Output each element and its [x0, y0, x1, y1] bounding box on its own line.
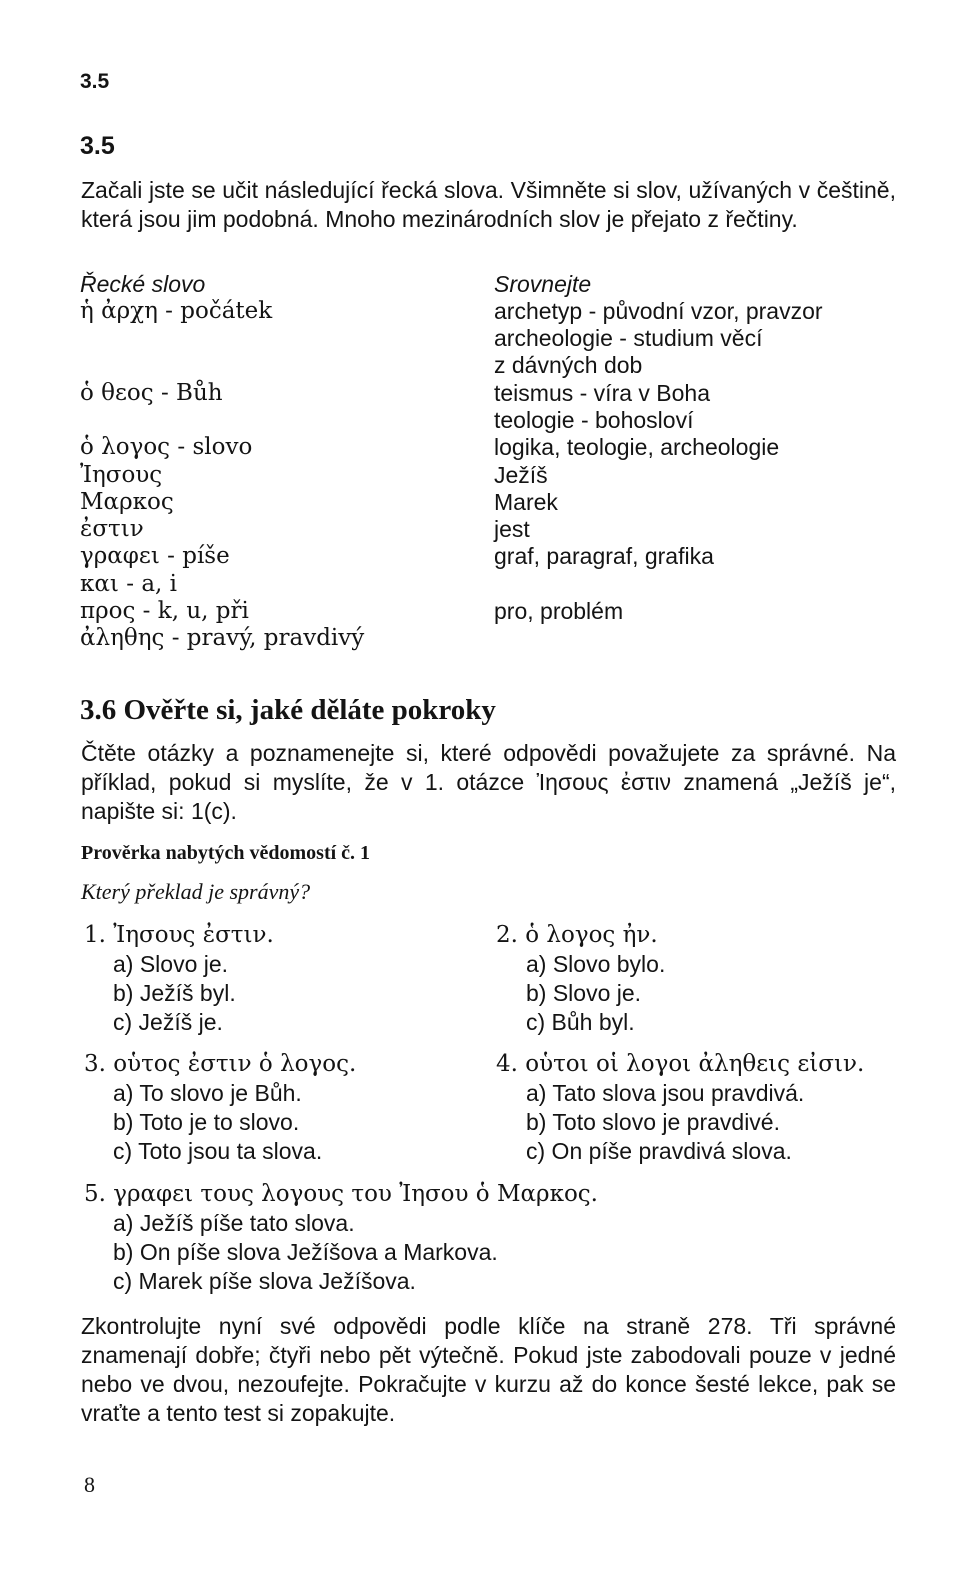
running-header: 3.5 — [80, 70, 110, 93]
vocab-left-item: ἀληθης - pravý, pravdivý — [80, 625, 365, 651]
intro-paragraph: Začali jste se učit následující řecká slova. Všimněte si slov, užívaných v češtině, která jsou jim podobná. Mnoho mezinárodních slov je přejato z řečtiny. — [81, 177, 896, 232]
answer-option-b: b) Ježíš byl. — [113, 980, 236, 1006]
vocab-right-item: teologie - bohosloví — [494, 407, 694, 433]
answer-option-b: b) Toto je to slovo. — [113, 1109, 300, 1135]
section-3-5-intro — [81, 176, 896, 234]
question-text: 5. γραφει τους λογους του Ἰησου ὁ Μαρκος. — [84, 1181, 598, 1207]
section-heading-3-5: 3.5 — [80, 132, 115, 160]
section-3-6-instructions — [81, 739, 896, 826]
answer-option-c: c) Bůh byl. — [526, 1009, 635, 1035]
answer-option-a: a) Ježíš píše tato slova. — [113, 1210, 355, 1236]
answer-option-b: b) Slovo je. — [526, 980, 642, 1006]
vocab-right-item: Marek — [494, 489, 558, 515]
question-text: 1. Ἰησους ἐστιν. — [84, 922, 274, 948]
vocab-right-item: archeologie - studium věcí — [494, 325, 763, 351]
closing-paragraph: Zkontrolujte nyní své odpovědi podle klíče na straně 278. Tři správné znamenají dobře; čtyři nebo pět výtečně. Pokud jste zabodovali pouze v jedné nebo ve dvou, nezoufejte. Pokračujte v kurzu až do konce šesté lekce, pak se vraťte a tento test si zopakujte. — [81, 1313, 896, 1426]
vocab-right-item: pro, problém — [494, 598, 624, 624]
question-text: 3. οὑτος ἐστιν ὁ λογος. — [84, 1051, 357, 1077]
page-number: 8 — [84, 1472, 95, 1497]
quiz-prompt: Který překlad je správný? — [81, 879, 311, 904]
vocab-right-item: jest — [494, 516, 530, 542]
question-text: 4. οὑτοι οἱ λογοι ἀληθεις εἰσιν. — [496, 1051, 865, 1077]
column-header-compare: Srovnejte — [494, 271, 592, 297]
answer-option-c: c) Toto jsou ta slova. — [113, 1138, 323, 1164]
vocab-left-item: ὁ θεος - Bůh — [80, 380, 223, 406]
question-text: 2. ὁ λογος ἠν. — [496, 922, 658, 948]
vocab-left-item: γραφει - píše — [80, 543, 230, 569]
closing-paragraph-block — [81, 1312, 896, 1428]
vocab-left-item: ἐστιν — [80, 516, 144, 542]
vocab-left-item: και - a, i — [80, 571, 178, 597]
answer-option-b: b) Toto slovo je pravdivé. — [526, 1109, 780, 1135]
vocab-right-item: teismus - víra v Boha — [494, 380, 711, 406]
vocab-right-item: Ježíš — [494, 462, 548, 488]
quiz-title: Prověrka nabytých vědomostí č. 1 — [81, 842, 371, 864]
section-heading-3-6: 3.6 Ověřte si, jaké děláte pokroky — [80, 694, 496, 726]
vocab-left-item: ὁ λογος - slovo — [80, 434, 253, 460]
vocab-right-item: z dávných dob — [494, 352, 643, 378]
instructions-paragraph: Čtěte otázky a poznamenejte si, které odpovědi považujete za správné. Na příklad, pokud si myslíte, že v 1. otázce Ἰησους ἐστιν znamená „Ježíš je“, napište si: 1(c). — [81, 740, 896, 824]
answer-option-c: c) Ježíš je. — [113, 1009, 223, 1035]
column-header-greek: Řecké slovo — [80, 271, 206, 297]
vocab-right-item: archetyp - původní vzor, pravzor — [494, 298, 823, 324]
answer-option-a: a) Tato slova jsou pravdivá. — [526, 1080, 805, 1106]
vocab-left-item: Ἰησους — [80, 462, 163, 488]
vocab-right-item: logika, teologie, archeologie — [494, 434, 780, 460]
vocab-left-item: ἡ ἀρχη - počátek — [80, 298, 273, 324]
answer-option-c: c) On píše pravdivá slova. — [526, 1138, 792, 1164]
answer-option-c: c) Marek píše slova Ježíšova. — [113, 1268, 416, 1294]
answer-option-a: a) To slovo je Bůh. — [113, 1080, 302, 1106]
vocab-left-item: Μαρκος — [80, 489, 174, 515]
answer-option-a: a) Slovo je. — [113, 951, 229, 977]
answer-option-a: a) Slovo bylo. — [526, 951, 666, 977]
answer-option-b: b) On píše slova Ježíšova a Markova. — [113, 1239, 498, 1265]
vocab-left-item: προς - k, u, při — [80, 598, 249, 624]
vocab-right-item: graf, paragraf, grafika — [494, 543, 714, 569]
